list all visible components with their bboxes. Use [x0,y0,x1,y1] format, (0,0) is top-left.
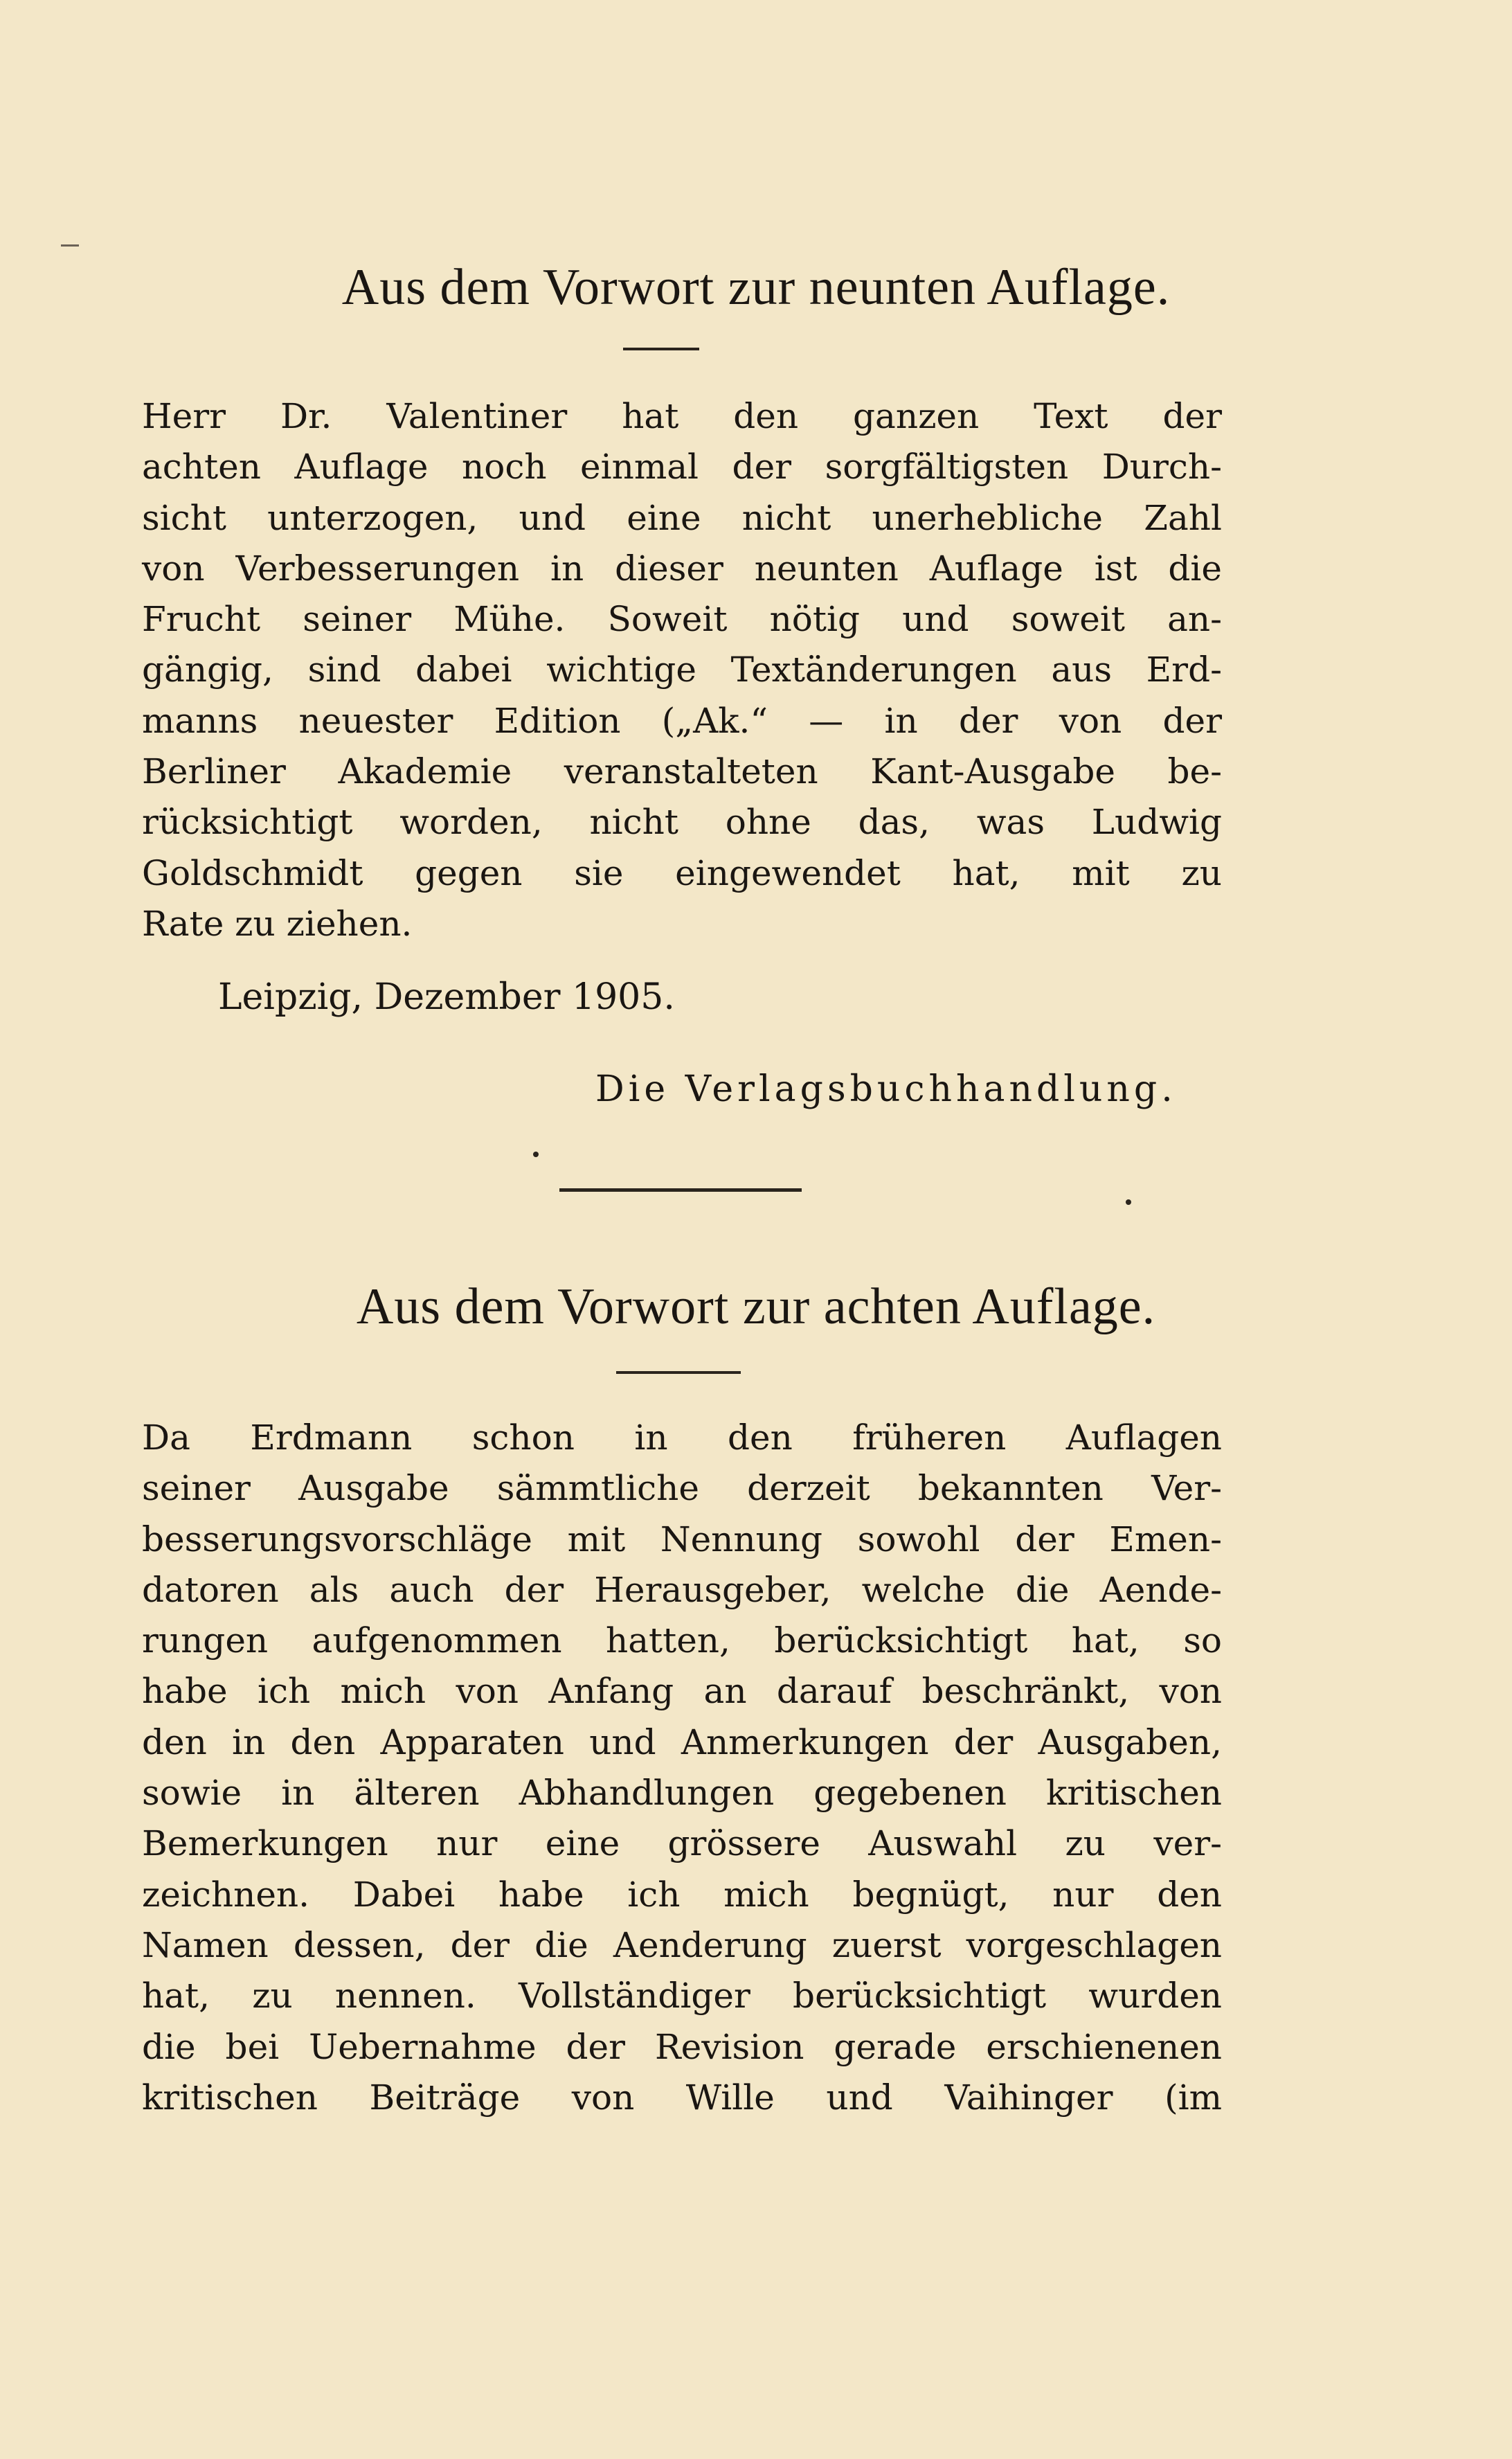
heading-divider [623,348,699,350]
text-line: zeichnen. Dabei habe ich mich begnügt, nur den [142,1874,1222,1915]
text-line: sicht unterzogen, und eine nicht unerhebliche Zahl [142,497,1222,538]
text-line: sowie in älteren Abhandlungen gegebenen kritischen [142,1773,1222,1814]
text-line: hat, zu nennen. Vollständiger berücksichtigt wurden [142,1976,1222,2017]
margin-mark [61,244,79,247]
text-line: Berliner Akademie veranstalteten Kant-Ausgabe be- [142,751,1222,792]
text-line: von Verbesserungen in dieser neunten Auflage ist die [142,548,1222,589]
text-line: rücksichtigt worden, nicht ohne das, was Ludwig [142,802,1222,843]
paragraph-ninth-edition [142,391,1222,949]
heading-eighth-edition: Aus dem Vorwort zur achten Auflage. [356,1278,1156,1335]
text-line: Herr Dr. Valentiner hat den ganzen Text der [142,396,1222,436]
text-line: die bei Uebernahme der Revision gerade erschienenen [142,2026,1222,2067]
publisher-signature: Die Verlagsbuchhandlung. [595,1068,1177,1110]
heading-ninth-edition: Aus dem Vorwort zur neunten Auflage. [341,259,1171,316]
print-speck [1126,1199,1131,1205]
text-line: Namen dessen, der die Aenderung zuerst vorgeschlagen [142,1924,1222,1965]
text-line: den in den Apparaten und Anmerkungen der Ausgaben, [142,1722,1222,1762]
text-line: habe ich mich von Anfang an darauf beschränkt, von [142,1671,1222,1712]
text-line: achten Auflage noch einmal der sorgfältigsten Durch- [142,447,1222,488]
text-line: gängig, sind dabei wichtige Textänderungen aus Erd- [142,650,1222,690]
text-line: manns neuester Edition („Ak.“ — in der von der [142,700,1222,741]
heading-divider [616,1371,741,1374]
text-line: Goldschmidt gegen sie eingewendet hat, mit zu [142,852,1222,893]
text-line: Bemerkungen nur eine grössere Auswahl zu ver- [142,1823,1222,1864]
text-line: besserungsvorschläge mit Nennung sowohl der Emen- [142,1519,1222,1559]
paragraph-eighth-edition [142,1413,1222,2123]
text-line: kritischen Beiträge von Wille und Vaihinger (im [142,2077,1222,2118]
text-line: Da Erdmann schon in den früheren Auflagen [142,1418,1222,1458]
text-line: rungen aufgenommen hatten, berücksichtigt hat, so [142,1620,1222,1661]
text-line: datoren als auch der Herausgeber, welche die Aende- [142,1569,1222,1610]
text-line: Frucht seiner Mühe. Soweit nötig und soweit an- [142,599,1222,640]
text-line: seiner Ausgabe sämmtliche derzeit bekannten Ver- [142,1468,1222,1509]
print-speck [533,1152,539,1157]
place-date: Leipzig, Dezember 1905. [218,976,675,1018]
section-divider [559,1188,802,1192]
text-line: Rate zu ziehen. [142,903,413,944]
